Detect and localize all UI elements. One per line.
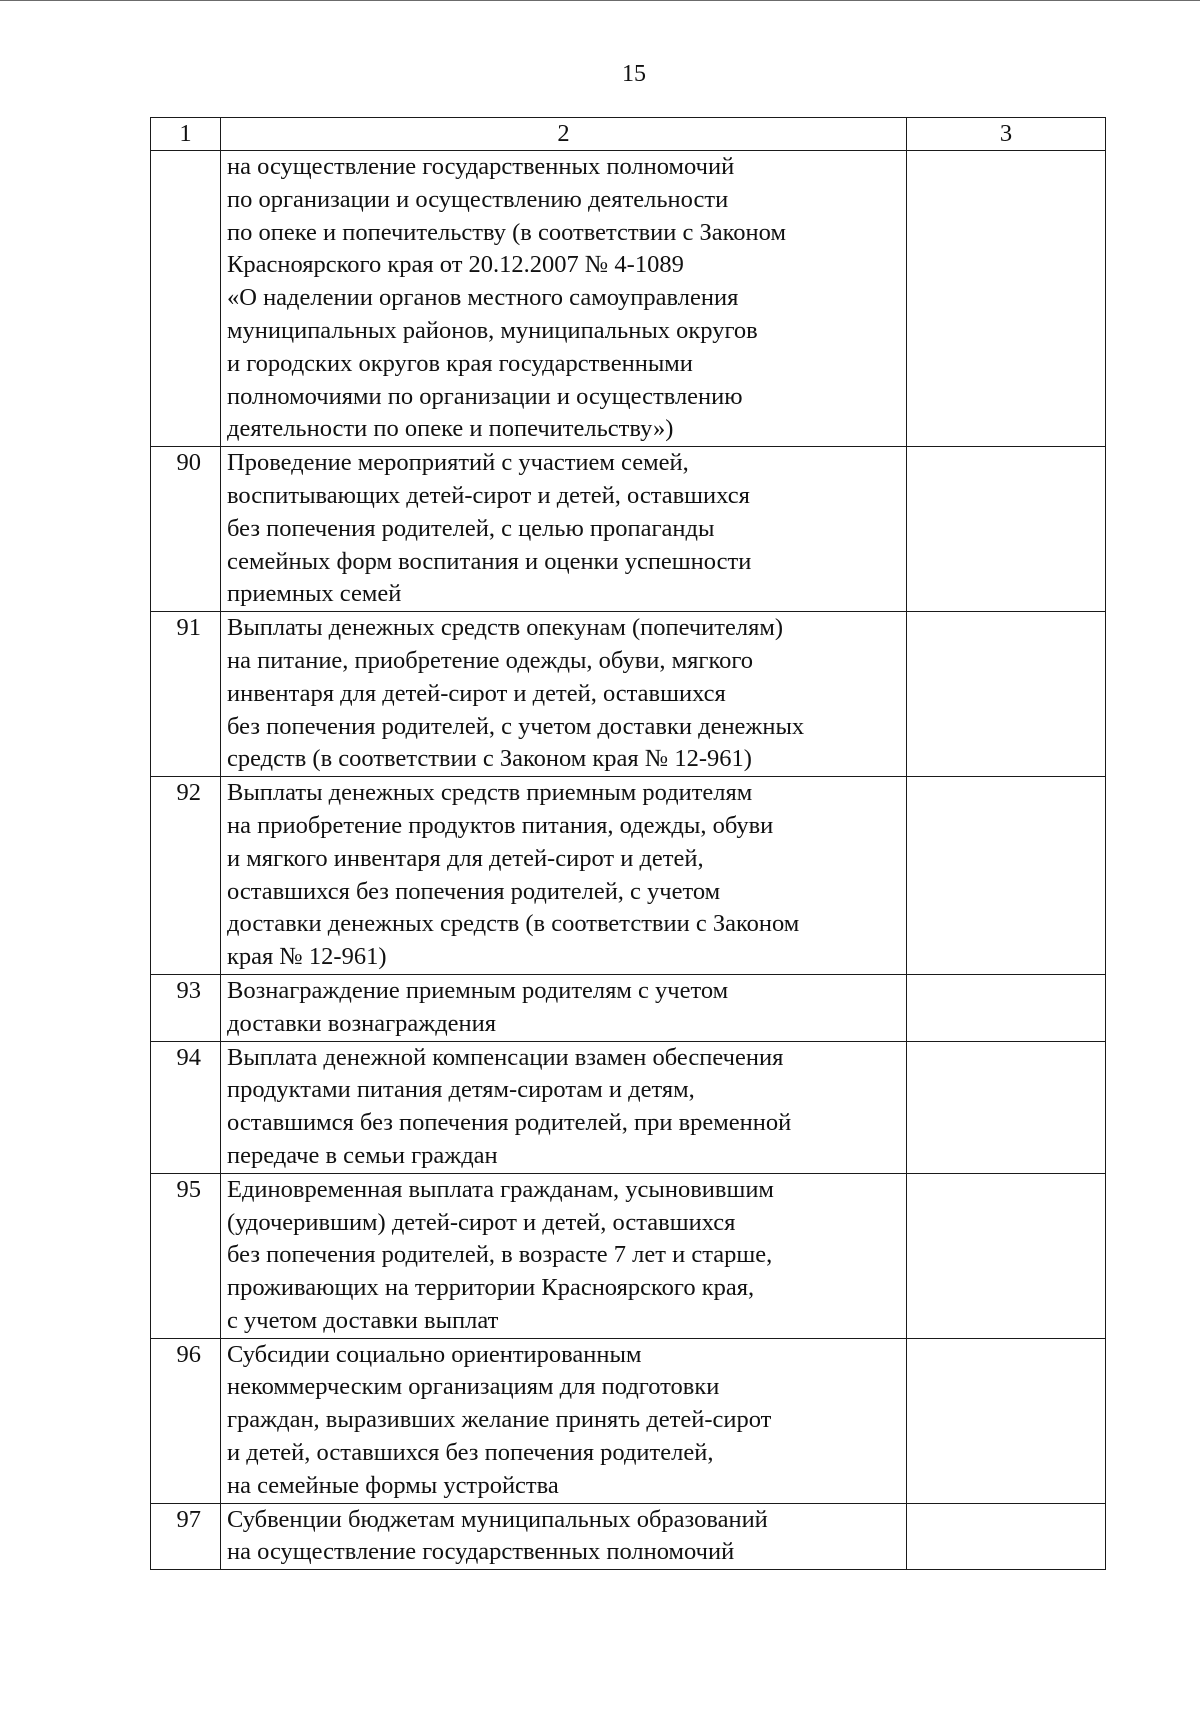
description-line: по организации и осуществлению деятельности: [227, 185, 729, 213]
description-line: без попечения родителей, с целью пропаганды: [227, 514, 715, 542]
description-line: и городских округов края государственными: [227, 349, 693, 377]
description-line: продуктами питания детям-сиротам и детям,: [227, 1076, 695, 1104]
description-line: на осуществление государственных полномочий: [227, 153, 735, 180]
table-row: [151, 1041, 1106, 1173]
description-line: передаче в семьи граждан: [227, 1141, 498, 1169]
description-line: (удочерившим) детей-сирот и детей, оставшихся: [227, 1208, 736, 1236]
description-line: на осуществление государственных полномочий: [227, 1538, 735, 1566]
description-line: «О наделении органов местного самоуправления: [227, 284, 739, 312]
description-line: Единовременная выплата гражданам, усыновившим: [227, 1175, 774, 1203]
item-description-cell: [221, 777, 907, 975]
description-line: оставшихся без попечения родителей, с учетом: [227, 877, 721, 905]
table-row: [151, 151, 1106, 447]
item-description-cell: [221, 974, 907, 1041]
row-number-cell: 95: [151, 1173, 221, 1338]
table-row: [151, 447, 1106, 612]
column-3-cell: [907, 1173, 1106, 1338]
description-line: без попечения родителей, в возрасте 7 лет и старше,: [227, 1241, 773, 1269]
table-row: [151, 1338, 1106, 1503]
item-description-cell: [221, 1338, 907, 1503]
item-description-cell: [221, 1503, 907, 1570]
row-number-cell: 94: [151, 1041, 221, 1173]
description-line: доставки вознаграждения: [227, 1009, 497, 1037]
column-3-cell: [907, 1503, 1106, 1570]
description-line: и детей, оставшихся без попечения родителей,: [227, 1439, 714, 1467]
column-3-cell: [907, 1338, 1106, 1503]
page-top-edge: [0, 0, 1200, 4]
description-line: деятельности по опеке и попечительству»): [227, 415, 674, 443]
item-description-cell: [221, 447, 907, 612]
column-3-cell: [907, 777, 1106, 975]
row-number-cell: 91: [151, 612, 221, 777]
description-line: без попечения родителей, с учетом доставки денежных: [227, 712, 805, 740]
column-3-cell: [907, 151, 1106, 447]
item-description-cell: [221, 1173, 907, 1338]
row-number-cell: 92: [151, 777, 221, 975]
description-line: края № 12-961): [227, 943, 387, 971]
item-description-cell: [221, 151, 907, 447]
item-description-cell: [221, 612, 907, 777]
column-3-cell: [907, 447, 1106, 612]
table-row: [151, 777, 1106, 975]
table-body: [151, 118, 1106, 1570]
description-line: Выплаты денежных средств опекунам (попечителям): [227, 614, 784, 642]
row-number-cell: 96: [151, 1338, 221, 1503]
description-line: инвентаря для детей-сирот и детей, оставшихся: [227, 679, 726, 707]
table-row: [151, 974, 1106, 1041]
description-line: Субсидии социально ориентированным: [227, 1340, 642, 1368]
description-line: полномочиями по организации и осуществлению: [227, 382, 743, 410]
column-3-cell: [907, 1041, 1106, 1173]
row-number-cell: 97: [151, 1503, 221, 1570]
description-line: доставки денежных средств (в соответствии с Законом: [227, 910, 800, 938]
description-line: проживающих на территории Красноярского края,: [227, 1274, 755, 1302]
description-line: воспитывающих детей-сирот и детей, оставшихся: [227, 481, 750, 509]
description-line: граждан, выразивших желание принять детей-сирот: [227, 1406, 772, 1434]
description-line: некоммерческим организациям для подготовки: [227, 1373, 720, 1401]
row-number-cell: 90: [151, 447, 221, 612]
column-header-3: 3: [907, 118, 1106, 151]
table-row: [151, 612, 1106, 777]
description-line: муниципальных районов, муниципальных округов: [227, 316, 758, 344]
table-row: [151, 1503, 1106, 1570]
description-line: на приобретение продуктов питания, одежды, обуви: [227, 811, 774, 839]
description-line: с учетом доставки выплат: [227, 1306, 499, 1334]
column-header-1: 1: [151, 118, 221, 151]
column-3-cell: [907, 612, 1106, 777]
row-number-cell: [151, 151, 221, 447]
description-line: по опеке и попечительству (в соответствии с Законом: [227, 218, 786, 246]
description-line: средств (в соответствии с Законом края № 12-961): [227, 745, 752, 773]
description-line: Выплата денежной компенсации взамен обеспечения: [227, 1043, 784, 1071]
description-line: Выплаты денежных средств приемным родителям: [227, 779, 753, 807]
table-header-row: [151, 118, 1106, 151]
item-description-cell: [221, 1041, 907, 1173]
column-3-cell: [907, 974, 1106, 1041]
column-header-2: 2: [221, 118, 907, 151]
description-line: Субвенции бюджетам муниципальных образований: [227, 1505, 768, 1533]
description-line: на семейные формы устройства: [227, 1471, 559, 1499]
description-line: Вознаграждение приемным родителям с учетом: [227, 976, 729, 1004]
description-line: и мягкого инвентаря для детей-сирот и детей,: [227, 844, 704, 872]
description-line: Проведение мероприятий с участием семей,: [227, 449, 689, 477]
page-number: 15: [622, 61, 646, 87]
budget-items-table: [150, 117, 1106, 1570]
description-line: оставшимся без попечения родителей, при временной: [227, 1109, 792, 1137]
description-line: Красноярского края от 20.12.2007 № 4-1089: [227, 251, 684, 279]
row-number-cell: 93: [151, 974, 221, 1041]
table-row: [151, 1173, 1106, 1338]
description-line: приемных семей: [227, 580, 402, 608]
description-line: на питание, приобретение одежды, обуви, мягкого: [227, 646, 754, 674]
description-line: семейных форм воспитания и оценки успешности: [227, 547, 752, 575]
